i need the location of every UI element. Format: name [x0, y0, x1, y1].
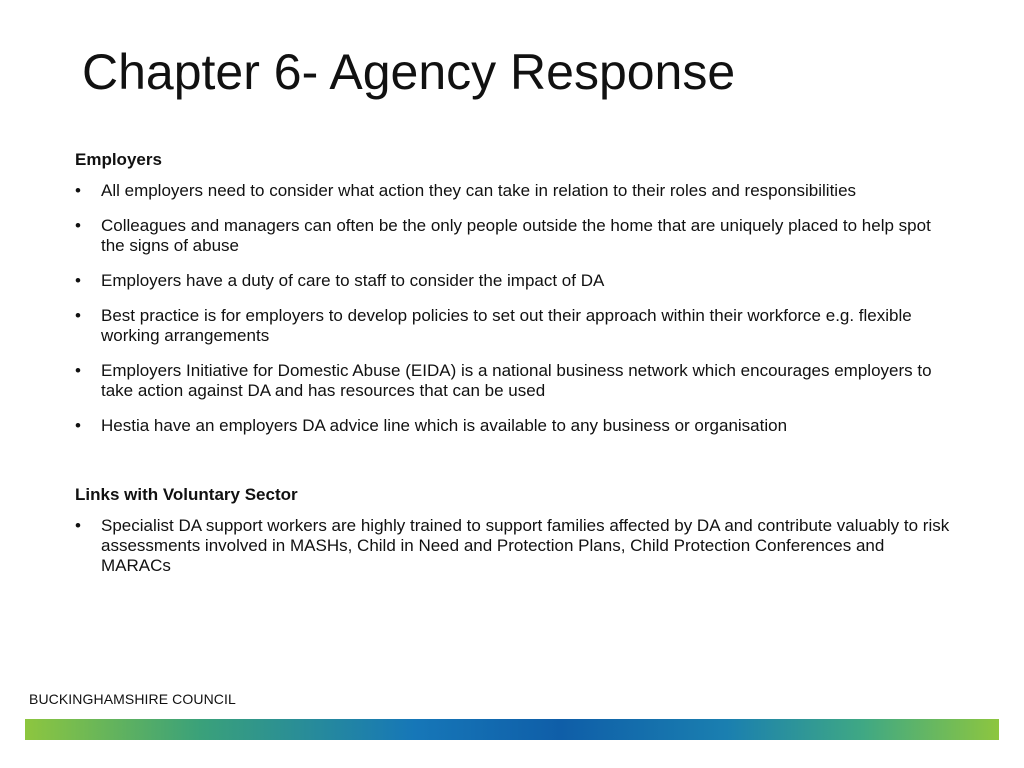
bullet-item	[75, 306, 955, 346]
bullet-glyph: •	[75, 181, 81, 200]
bullet-list	[75, 516, 955, 576]
bullet-text: Colleagues and managers can often be the only people outside the home that are uniquely placed to help spot the signs of abuse	[101, 216, 931, 255]
bullet-text: Employers Initiative for Domestic Abuse (EIDA) is a national business network which encourages employers to take action against DA and has resources that can be used	[101, 361, 932, 400]
bullet-glyph: •	[75, 271, 81, 290]
bullet-item	[75, 271, 955, 291]
bullet-glyph: •	[75, 416, 81, 435]
bullet-item	[75, 216, 955, 256]
bullet-glyph: •	[75, 306, 81, 325]
bullet-list	[75, 181, 955, 436]
slide-content	[75, 150, 955, 591]
bullet-text: All employers need to consider what action they can take in relation to their roles and responsibilities	[101, 181, 857, 200]
bullet-glyph: •	[75, 516, 81, 535]
bullet-glyph: •	[75, 361, 81, 380]
bullet-text: Best practice is for employers to develop policies to set out their approach within their workforce e.g. flexible working arrangements	[101, 306, 912, 345]
footer-gradient-bar	[25, 719, 999, 740]
slide-title: Chapter 6- Agency Response	[82, 44, 736, 100]
bullet-item	[75, 361, 955, 401]
section-employers	[75, 150, 955, 436]
section-voluntary-sector	[75, 485, 955, 576]
section-spacer	[75, 451, 955, 485]
bullet-text: Hestia have an employers DA advice line which is available to any business or organisation	[101, 416, 788, 435]
bullet-item	[75, 181, 955, 201]
bullet-glyph: •	[75, 216, 81, 235]
bullet-text: Employers have a duty of care to staff to consider the impact of DA	[101, 271, 605, 290]
bullet-item	[75, 516, 955, 576]
section-heading: Links with Voluntary Sector	[75, 485, 298, 504]
section-heading: Employers	[75, 150, 162, 169]
bullet-item	[75, 416, 955, 436]
bullet-text: Specialist DA support workers are highly trained to support families affected by DA and contribute valuably to risk assessments involved in MASHs, Child in Need and Protection Plans, Child Protection Conferences and MARACs	[101, 516, 950, 575]
footer-organisation: BUCKINGHAMSHIRE COUNCIL	[29, 691, 236, 707]
